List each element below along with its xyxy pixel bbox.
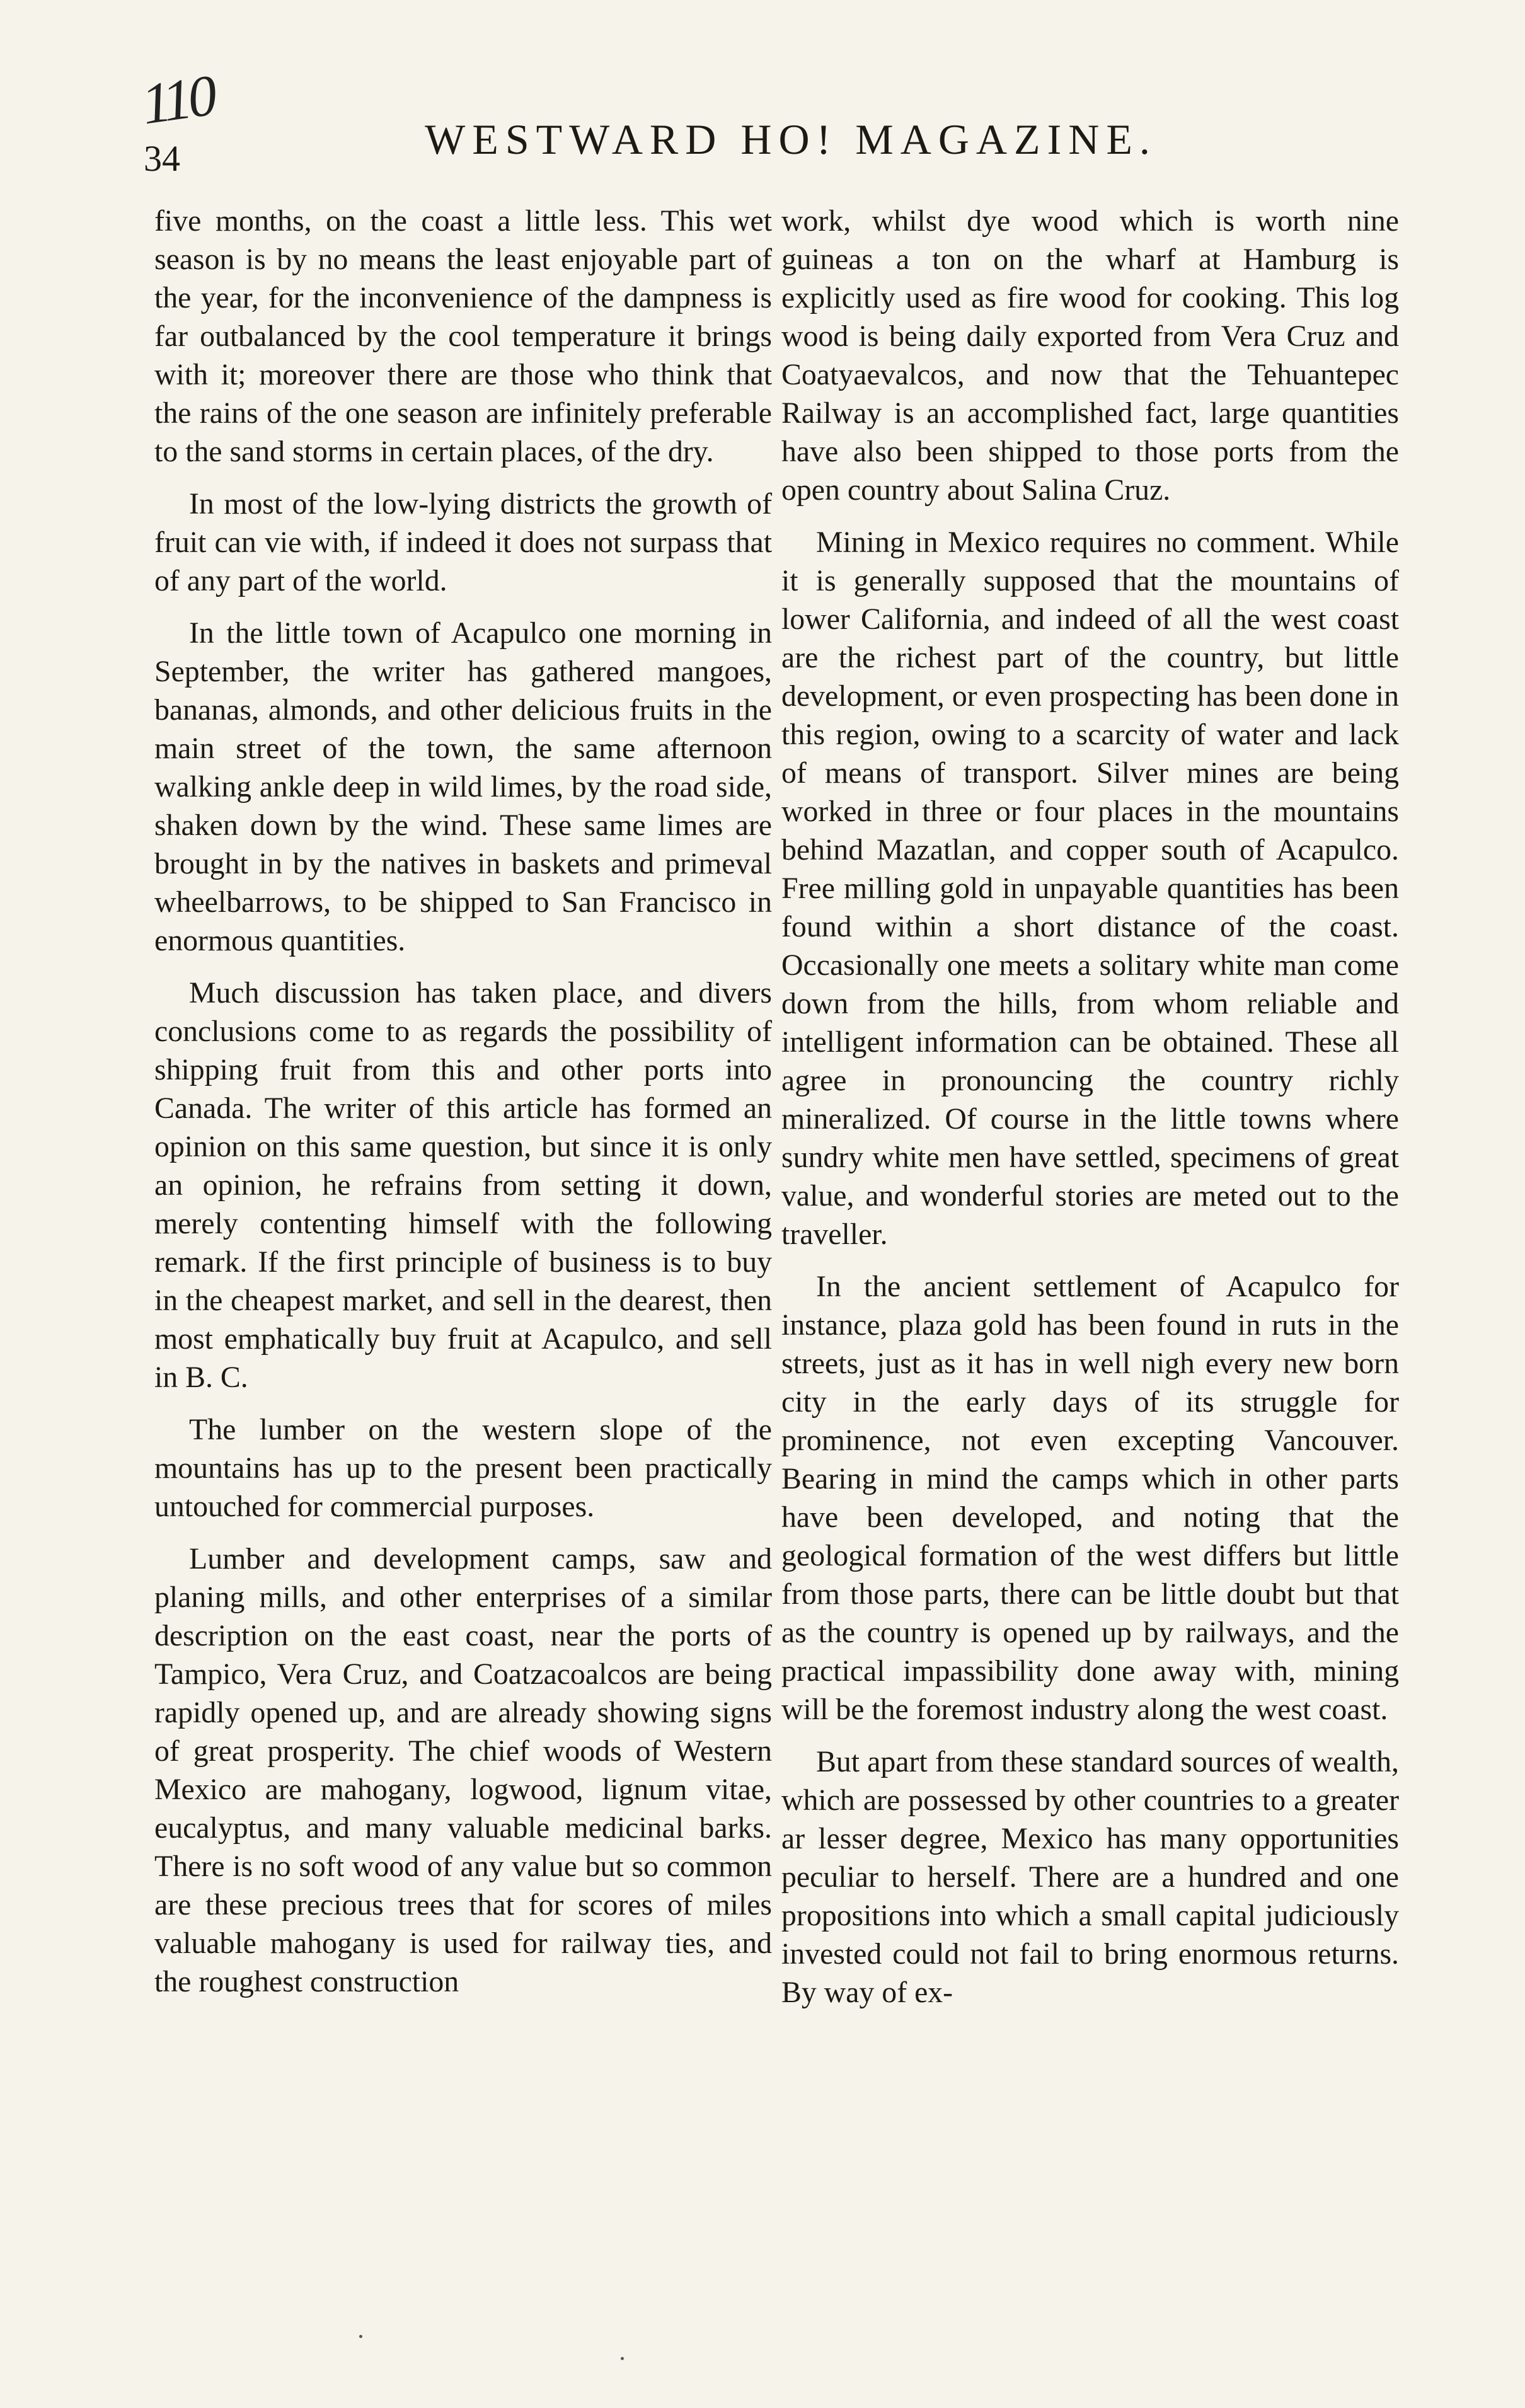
handwritten-page-number: 110 [137,62,217,137]
paragraph: Lumber and development camps, saw and planing mills, and other enterprises of a similar description on the east coast, near the ports of Tampico, Vera Cruz, and Coatzacoalcos are being rapidly opened up, and are already showing signs of great prosperity. The chief woods of Western Mexico are mahogany, logwood, lignum vitae, eucalyptus, and many valuable medicinal barks. There is no soft wood of any value but so common are these precious trees that for scores of miles valuable mahogany is used for railway ties, and the roughest construction [154,1542,772,1998]
page-number: 34 [144,138,180,179]
paragraph: The lumber on the western slope of the mountains has up to the present been practically untouched for commercial purposes. [154,1413,772,1523]
paragraph: But apart from these standard sources of wealth, which are possessed by other countries to a greater ar lesser degree, Mexico has many opportunities peculiar to herself. There are a hundred and one propositions into which a small capital judiciously invested could not fail to bring enormous returns. By way of ex- [781,1745,1399,2009]
paragraph: work, whilst dye wood which is worth nine guineas a ton on the wharf at Hamburg is explicitly used as fire wood for cooking. This log wood is being daily exported from Vera Cruz and Coatyaevalcos, and now that the Tehuantepec Railway is an accomplished fact, large quantities have also been shipped to those ports from the open country about Salina Cruz. [781,204,1399,507]
paragraph: five months, on the coast a little less. This wet season is by no means the least enjoyable part of the year, for the inconvenience of the dampness is far outbalanced by the cool temperature it brings with it; moreover there are those who think that the rains of the one season are infinitely preferable to the sand storms in certain places, of the dry. [154,204,772,468]
paragraph: In the ancient settlement of Acapulco for instance, plaza gold has been found in ruts in the streets, just as it has in well nigh every new born city in the early days of its struggle for prominence, not even excepting Vancouver. Bearing in mind the camps which in other parts have been developed, and noting that the geological formation of the west differs but little from those parts, there can be little doubt but that as the country is opened up by railways, and the practical impassibility done away with, mining will be the foremost industry along the west coast. [781,1270,1399,1726]
paragraph: In the little town of Acapulco one morning in September, the writer has gathered mangoes, bananas, almonds, and other delicious fruits in the main street of the town, the same afternoon walking ankle deep in wild limes, by the road side, shaken down by the wind. These same limes are brought in by the natives in baskets and primeval wheelbarrows, to be shipped to San Francisco in enormous quantities. [154,616,772,957]
right-column [781,202,1399,2025]
paragraph: Mining in Mexico requires no comment. While it is generally supposed that the mountains of lower California, and indeed of all the west coast are the richest part of the country, but little development, or even prospecting has been done in this region, owing to a scarcity of water and lack of means of transport. Silver mines are being worked in three or four places in the mountains behind Mazatlan, and copper south of Acapulco. Free milling gold in unpayable quantities has been found within a short distance of the coast. Occasionally one meets a solitary white man come down from the hills, from whom reliable and intelligent information can be obtained. These all agree in pronouncing the country richly mineralized. Of course in the little towns where sundry white men have settled, specimens of great value, and wonderful stories are meted out to the traveller. [781,526,1399,1251]
running-head: WESTWARD HO! MAGAZINE. [425,115,1157,163]
ink-speck [359,2335,362,2338]
paragraph: In most of the low-lying districts the growth of fruit can vie with, if indeed it does not surpass that of any part of the world. [154,487,772,597]
paragraph: Much discussion has taken place, and divers conclusions come to as regards the possibility of shipping fruit from this and other ports into Canada. The writer of this article has formed an opinion on this same question, but since it is only an opinion, he refrains from setting it down, merely contenting himself with the following remark. If the first principle of business is to buy in the cheapest market, and sell in the dearest, then most emphatically buy fruit at Acapulco, and sell in B. C. [154,976,772,1394]
left-column [154,202,772,2015]
ink-speck [621,2357,624,2360]
